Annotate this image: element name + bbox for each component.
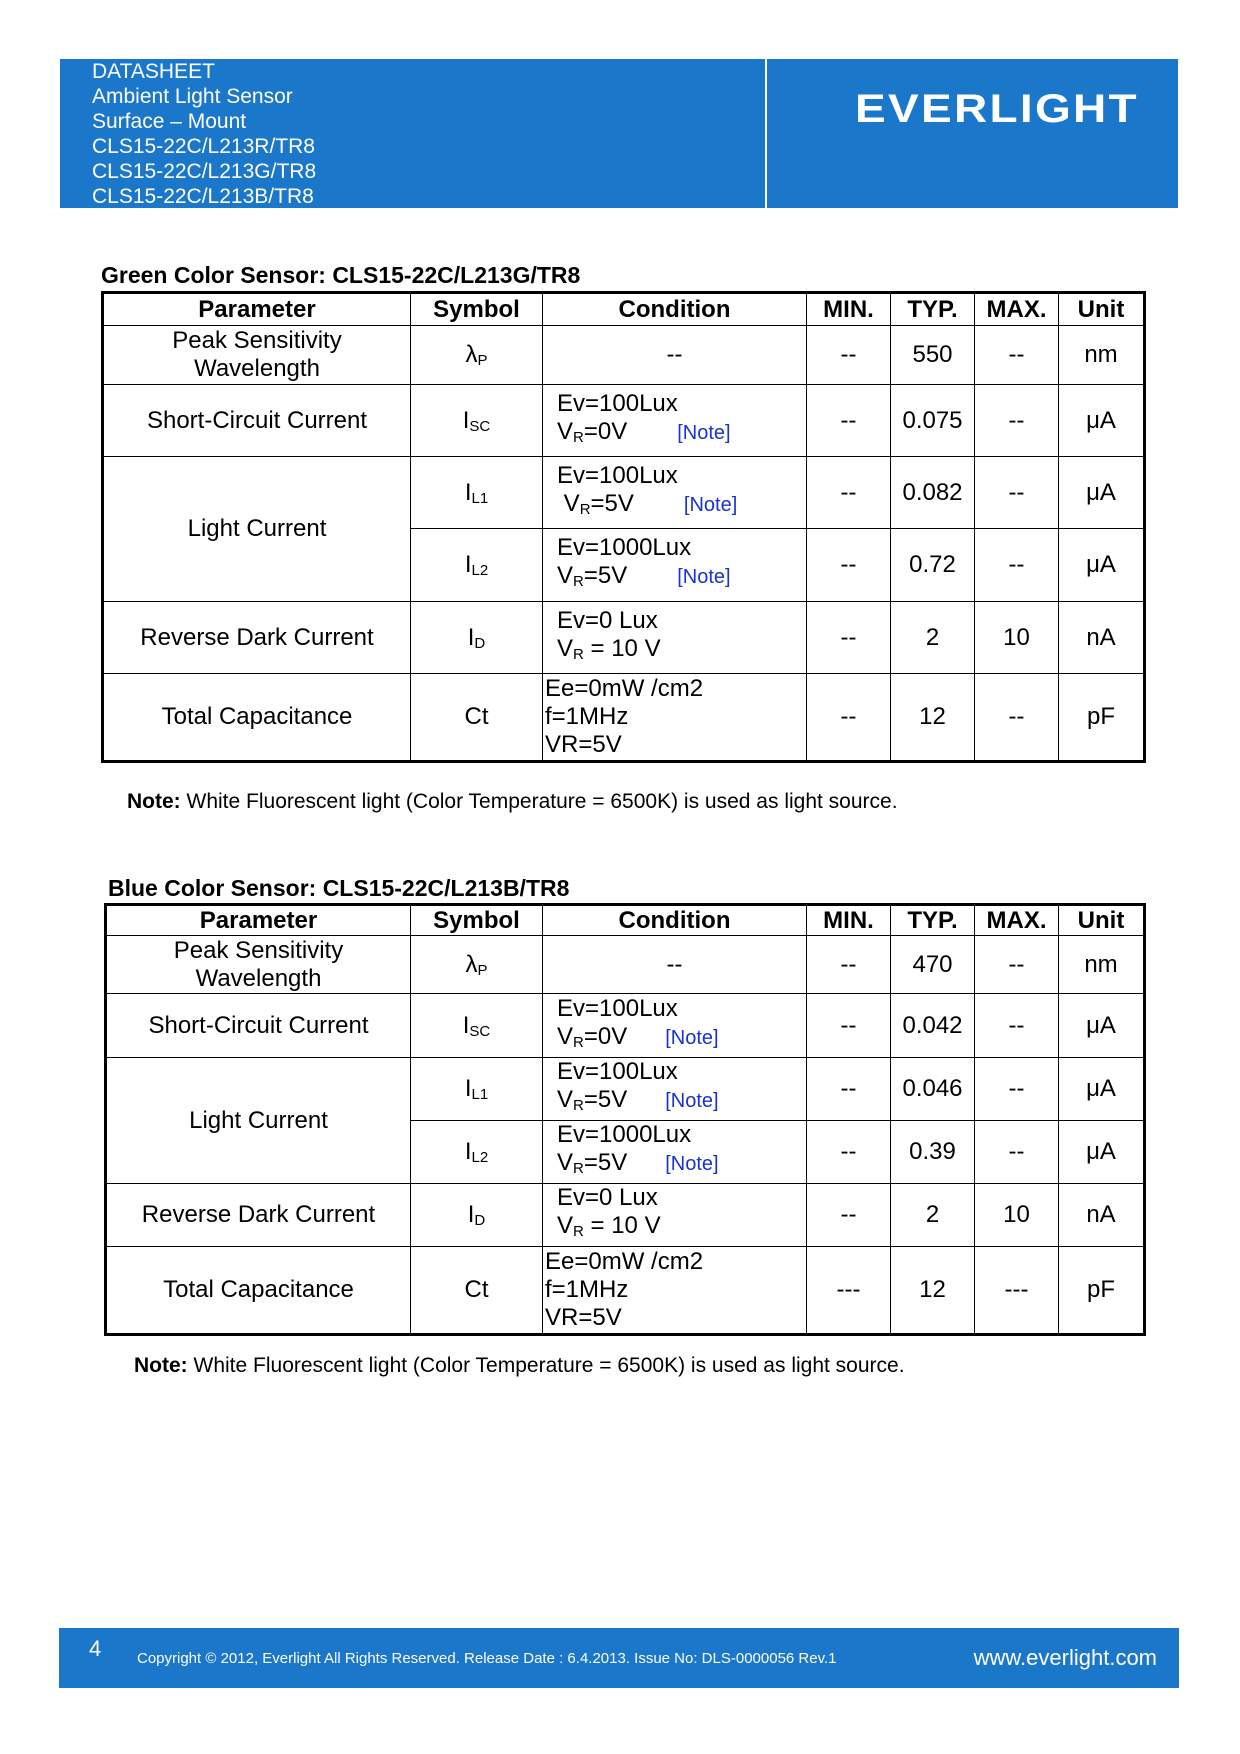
min-cell: -- [807,457,891,529]
symbol-cell: $I_{L2}$ [411,1121,543,1184]
part-number-b: CLS15-22C/L213B/TR8 [92,185,314,208]
col-condition: Condition [543,905,807,936]
typ-cell: 0.082 [891,457,975,529]
param-cell: Peak Sensitivity Wavelength [103,326,411,385]
max-cell: -- [975,1058,1059,1121]
param-cell: Light Current [106,1058,411,1184]
param-cell: Reverse Dark Current [106,1184,411,1247]
min-cell: -- [807,1121,891,1184]
website-link[interactable]: www.everlight.com [973,1645,1157,1670]
condition-cell: Ee=0mW /cm2 f=1MHz VR=5V [543,674,807,762]
symbol-cell: $I_{L1}$ [411,457,543,529]
blue-spec-table [104,903,1146,1336]
min-cell: -- [807,529,891,602]
condition-cell: Ev=100Lux $V_R=5V$ [Note] [543,1058,807,1121]
col-typ: TYP. [891,905,975,936]
max-cell: 10 [975,602,1059,674]
symbol-cell: $I_D$ [411,602,543,674]
condition-cell: Ev=100Lux $V_R=0V$ [Note] [543,385,807,457]
table-row-isc [106,994,1145,1058]
table-header-row [103,293,1145,326]
param-cell: Short-Circuit Current [103,385,411,457]
note-ref: [Note] [665,1090,719,1112]
condition-cell: -- [543,326,807,385]
param-cell: Peak Sensitivity Wavelength [106,936,411,994]
unit-cell: μA [1059,1121,1145,1184]
max-cell: -- [975,529,1059,602]
symbol-cell: $I_D$ [411,1184,543,1247]
unit-cell: nA [1059,1184,1145,1247]
col-unit: Unit [1059,905,1145,936]
max-cell: -- [975,994,1059,1058]
green-note: Note: White Fluorescent light (Color Temperature = 6500K) is used as light source. [127,790,898,813]
col-max: MAX. [975,905,1059,936]
note-ref: [Note] [677,566,731,588]
typ-cell: 470 [891,936,975,994]
symbol-cell: $I_{SC}$ [411,994,543,1058]
symbol-cell: $I_{SC}$ [411,385,543,457]
typ-cell: 0.075 [891,385,975,457]
typ-cell: 0.046 [891,1058,975,1121]
condition-cell: Ev=100Lux $V_R=5V$ [Note] [543,457,807,529]
table-row-id [106,1184,1145,1247]
note-ref: [Note] [677,421,731,444]
table-row-isc [103,385,1145,457]
green-section-title: Green Color Sensor: CLS15-22C/L213G/TR8 [101,262,581,288]
symbol-cell: $\lambda_P$ [411,326,543,385]
unit-cell: μA [1059,1058,1145,1121]
table-row-il1 [103,457,1145,529]
min-cell: -- [807,994,891,1058]
param-cell: Short-Circuit Current [106,994,411,1058]
table-row-id [103,602,1145,674]
min-cell: -- [807,602,891,674]
green-spec-table [101,291,1146,763]
typ-cell: 12 [891,674,975,762]
doc-type: DATASHEET [92,60,215,83]
blue-note: Note: White Fluorescent light (Color Temperature = 6500K) is used as light source. [134,1354,905,1377]
max-cell: -- [975,326,1059,385]
typ-cell: 2 [891,602,975,674]
condition-cell: Ev=100Lux $V_R=0V$ [Note] [543,994,807,1058]
col-parameter: Parameter [103,293,411,326]
part-number-r: CLS15-22C/L213R/TR8 [92,135,315,158]
table-row-peak [103,326,1145,385]
condition-cell: Ev=0 Lux $V_R = 10$ V [543,1184,807,1247]
typ-cell: 550 [891,326,975,385]
col-parameter: Parameter [106,905,411,936]
min-cell: -- [807,674,891,762]
header-text [92,59,316,209]
param-cell: Total Capacitance [106,1247,411,1335]
max-cell: -- [975,385,1059,457]
condition-cell: Ev=0 Lux $V_R = 10$ V [543,602,807,674]
min-cell: -- [807,936,891,994]
col-typ: TYP. [891,293,975,326]
product-category: Ambient Light Sensor [92,85,293,108]
symbol-cell: Ct [411,674,543,762]
table-row-ct [103,674,1145,762]
typ-cell: 2 [891,1184,975,1247]
max-cell: -- [975,457,1059,529]
header-banner [60,59,1178,208]
col-min: MIN. [807,293,891,326]
table-row-il1 [106,1058,1145,1121]
unit-cell: μA [1059,529,1145,602]
unit-cell: nA [1059,602,1145,674]
condition-cell: Ee=0mW /cm2 f=1MHz VR=5V [543,1247,807,1335]
unit-cell: μA [1059,385,1145,457]
unit-cell: pF [1059,674,1145,762]
symbol-cell: $I_{L2}$ [411,529,543,602]
condition-cell: -- [543,936,807,994]
typ-cell: 0.042 [891,994,975,1058]
copyright-text: Copyright © 2012, Everlight All Rights Reserved. Release Date : 6.4.2013. Issue No: DLS-0000056 Rev.1 [137,1650,837,1667]
mount-type: Surface – Mount [92,110,247,133]
footer-banner [59,1628,1179,1688]
table-header-row [106,905,1145,936]
symbol-cell: $I_{L1}$ [411,1058,543,1121]
condition-cell: Ev=1000Lux $V_R=5V$ [Note] [543,1121,807,1184]
header-divider [765,59,767,208]
max-cell: 10 [975,1184,1059,1247]
col-symbol: Symbol [411,293,543,326]
param-cell: Light Current [103,457,411,602]
typ-cell: 0.72 [891,529,975,602]
page-number: 4 [89,1636,102,1661]
blue-section-title: Blue Color Sensor: CLS15-22C/L213B/TR8 [108,875,570,901]
unit-cell: μA [1059,994,1145,1058]
unit-cell: nm [1059,936,1145,994]
note-ref: [Note] [683,493,738,516]
symbol-cell: Ct [411,1247,543,1335]
min-cell: --- [807,1247,891,1335]
max-cell: -- [975,1121,1059,1184]
min-cell: -- [807,1058,891,1121]
min-cell: -- [807,385,891,457]
param-cell: Reverse Dark Current [103,602,411,674]
symbol-cell: $\lambda_P$ [411,936,543,994]
param-cell: Total Capacitance [103,674,411,762]
typ-cell: 12 [891,1247,975,1335]
min-cell: -- [807,1184,891,1247]
max-cell: -- [975,674,1059,762]
unit-cell: pF [1059,1247,1145,1335]
note-ref: [Note] [665,1153,719,1175]
condition-cell: Ev=1000Lux $V_R=5V$ [Note] [543,529,807,602]
unit-cell: μA [1059,457,1145,529]
typ-cell: 0.39 [891,1121,975,1184]
col-max: MAX. [975,293,1059,326]
max-cell: --- [975,1247,1059,1335]
col-min: MIN. [807,905,891,936]
everlight-logo: EVERLIGHT [855,87,1139,131]
col-condition: Condition [543,293,807,326]
min-cell: -- [807,326,891,385]
col-unit: Unit [1059,293,1145,326]
part-number-g: CLS15-22C/L213G/TR8 [92,160,317,183]
max-cell: -- [975,936,1059,994]
col-symbol: Symbol [411,905,543,936]
unit-cell: nm [1059,326,1145,385]
table-row-ct [106,1247,1145,1335]
table-row-peak [106,936,1145,994]
note-ref: [Note] [665,1026,719,1049]
